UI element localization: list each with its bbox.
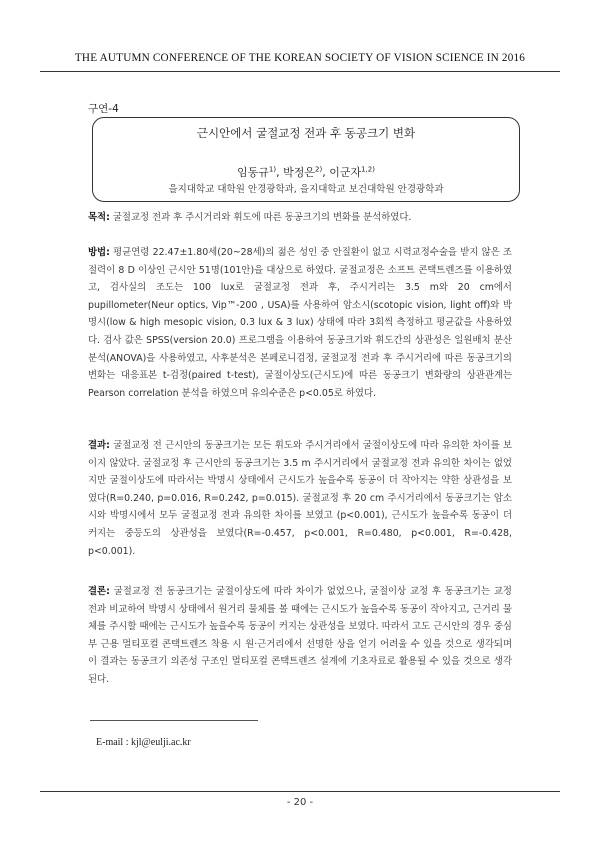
methods-text: 평균연령 22.47±1.80세(20~28세)의 젊은 성인 중 안질환이 없고 시력교정수술을 받지 않은 조절력이 8 D 이상인 근시안 51명(101안)을 대상으로 하였다. 굴절교정은 소프트 콘택트렌즈를 이용하였고, 검사실의 조도는 100 lux로 굴절교정 전과 후, 주시거리는 3.5 m와 20 cm에서 pupillometer(Neur optics, Vip™-200 , USA)를 사용하여 암소시(scotopic vision, light off)와 박명시(low & high mesopic vision, 0.3 lux & 3 lux) 상태에 따라 3회씩 측정하고 평균값을 사용하였다. 검사 값은 SPSS(version 20.0) 프로그램을 이용하여 동공크기와 휘도간의 상관성은 일원배치 분산분석(ANOVA)을 사용하였고, 사후분석은 본페로니검정, 굴절교정 전과 후 주시거리에 따른 동공크기의 변화는 대응표본 t-검정(paired t-test), 굴절이상도(근시도)에 따른 동공크기 변화량의 상관관계는 Pearson correlation 분석을 하였으며 유의수준은 p<0.05로 하였다. <box>88 247 512 399</box>
results-label: 결과: <box>88 440 110 451</box>
purpose-label: 목적: <box>88 212 110 223</box>
conclusion-section <box>88 583 512 689</box>
footnote-rule <box>90 720 258 721</box>
author-affiliation-mark: 1) <box>268 165 277 174</box>
conference-header: THE AUTUMN CONFERENCE OF THE KOREAN SOCIETY OF VISION SCIENCE IN 2016 <box>74 52 526 64</box>
purpose-text: 굴절교정 전과 후 주시거리와 휘도에 따른 동공크기의 변화를 분석하였다. <box>109 212 412 223</box>
author-affiliation-mark: 1,2) <box>361 165 375 174</box>
methods-label: 방법: <box>88 247 110 258</box>
author-separator: , <box>276 166 284 179</box>
affiliation: 을지대학교 대학원 안경광학과, 을지대학교 보건대학원 안경광학과 <box>168 184 444 195</box>
results-text: 굴절교정 전 근시안의 동공크기는 모든 휘도와 주시거리에서 굴절이상도에 따라 유의한 차이를 보이지 않았다. 굴절교정 후 근시안의 동공크기는 3.5 m 주시거리에서 굴절교정 전과 유의한 차이는 없었지만 굴절이상도에 따라서는 박명시 상태에서 근시도가 높을수록 동공이 더 작아지는 약한 상관성을 보였다(R=0.240, p=0.016, R=0.242, p=0.015). 굴절교정 후 20 cm 주시거리에서 동공크기는 암소시와 박명시에서 모두 굴절교정 전과 유의한 차이를 보였고 (p<0.001), 근시도가 높을수록 동공이 더 커지는 중등도의 상관성을 보였다(R=-0.457, p<0.001, R=0.480, p<0.001, R=-0.428, p<0.001). <box>88 440 512 557</box>
email-footnote[interactable]: E-mail : kjl@eulji.ac.kr <box>96 737 191 748</box>
author-separator: , <box>322 166 330 179</box>
title-box <box>92 117 520 202</box>
results-section <box>88 437 512 560</box>
methods-section <box>88 244 512 402</box>
author-list <box>93 164 519 180</box>
author-name: 임동규 <box>237 166 269 179</box>
footer-rule <box>40 791 560 792</box>
author-affiliation-mark: 2) <box>315 165 323 174</box>
page-number: - 20 - <box>286 797 314 808</box>
session-label: 구연-4 <box>88 103 119 115</box>
conclusion-label: 결론: <box>88 586 110 597</box>
purpose-section <box>88 209 512 227</box>
author-name: 박정은 <box>283 166 315 179</box>
conclusion-text: 굴절교정 전 동공크기는 굴절이상도에 따라 차이가 없었으나, 굴절이상 교정 후 동공크기는 교정 전과 비교하여 박명시 상태에서 원거리 물체를 볼 때에는 근시도가 높을수록 동공이 작아지고, 근거리 물체를 주시할 때에는 근시도가 높을수록 동공이 커지는 상관성을 보였다. 따라서 고도 근시안의 경우 중심부 근용 멀티포컬 콘택트렌즈 착용 시 원·근거리에서 선명한 상을 얻기 어려울 수 있을 것으로 생각되며 이 결과는 동공크기 의존성 구조인 멀티포컬 콘택트렌즈 설계에 기초자료로 활용될 수 있을 것으로 생각된다. <box>88 586 512 685</box>
header-rule <box>40 71 560 72</box>
paper-title: 근시안에서 굴절교정 전과 후 동공크기 변화 <box>196 126 416 140</box>
author-name: 이군자 <box>329 166 362 179</box>
